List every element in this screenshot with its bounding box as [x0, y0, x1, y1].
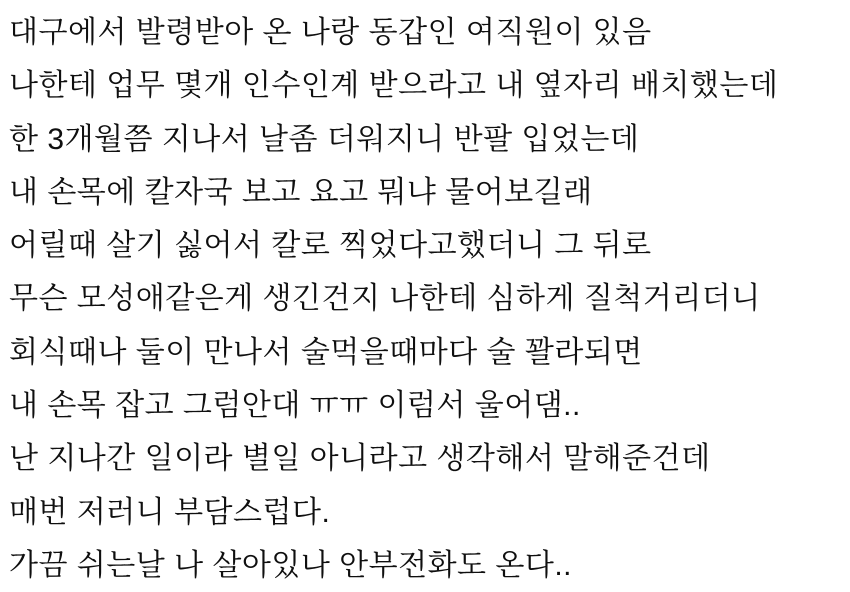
text-line: 대구에서 발령받아 온 나랑 동갑인 여직원이 있음 — [9, 16, 652, 49]
text-line: 난 지나간 일이라 별일 아니라고 생각해서 말해준건데 — [9, 442, 711, 476]
text-line: 가끔 쉬는날 나 살아있나 안부전화도 온다.. — [9, 548, 573, 582]
text-line: 어릴때 살기 싫어서 칼로 찍었다고했더니 그 뒤로 — [9, 229, 652, 263]
text-line: 회식때나 둘이 만나서 술먹을때마다 술 꽐라되면 — [9, 335, 643, 369]
text-line: 무슨 모성애같은게 생긴건지 나한테 심하게 질척거리더니 — [9, 282, 761, 316]
text-line: 한 3개월쯤 지나서 날좀 더워지니 반팔 입었는데 — [9, 122, 640, 156]
text-line: 매번 저러니 부담스럽다. — [9, 495, 331, 529]
text-line: 내 손목에 칼자국 보고 요고 뭐냐 물어보길래 — [9, 175, 593, 209]
text-line: 나한테 업무 몇개 인수인계 받으라고 내 옆자리 배치했는데 — [9, 69, 779, 103]
text-line: 내 손목 잡고 그럼안대 ㅠㅠ 이럼서 울어댐.. — [9, 389, 581, 423]
